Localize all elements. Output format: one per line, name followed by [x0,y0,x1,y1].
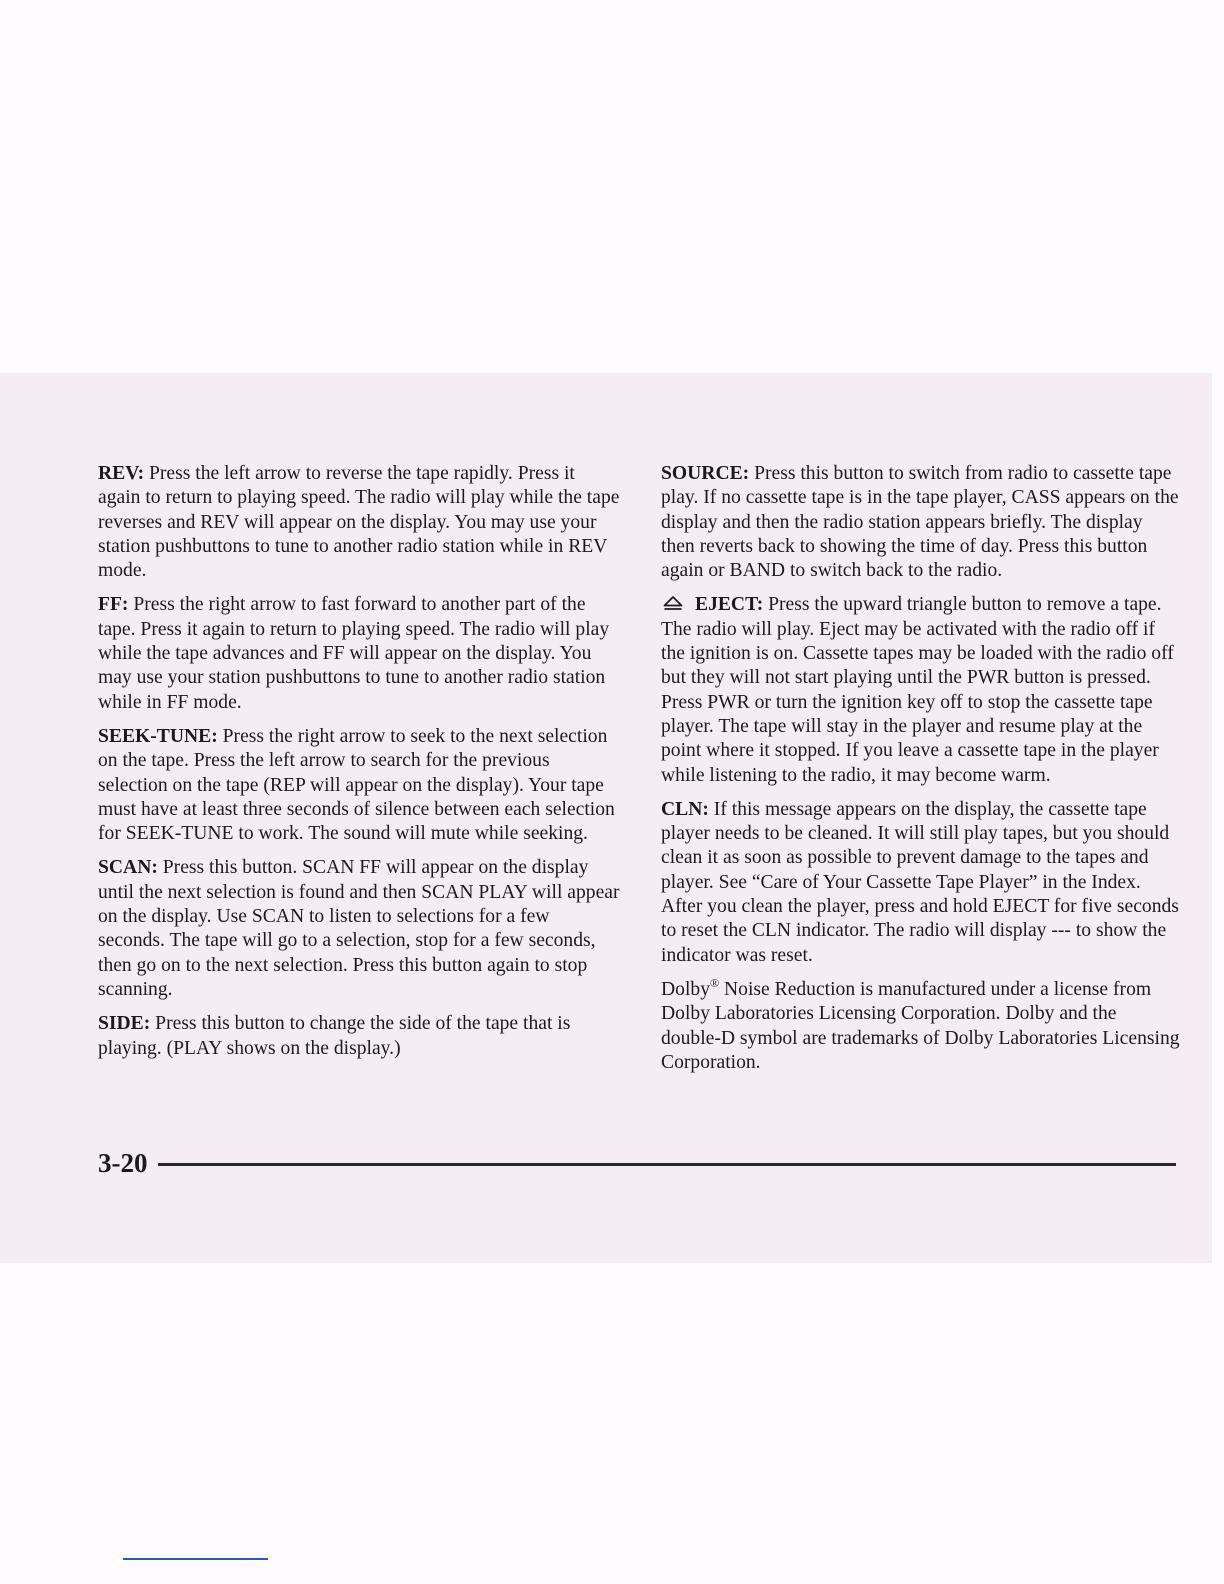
registered-mark: ® [709,975,720,990]
side-text: Press this button to change the side of the tape that is playing. (PLAY shows on the display.) [98,1013,571,1059]
cln-term: CLN: [661,798,709,820]
footnote-rule [123,1558,268,1560]
seek-tune-term: SEEK-TUNE: [98,725,218,747]
scan-paragraph [98,856,620,1002]
dolby-text: Noise Reduction is manufactured under a license from Dolby Laboratories Licensing Corporation. Dolby and the double-D symbol are trademarks of Dolby Laboratories Licensing Corporation. [661,978,1180,1073]
rev-text: Press the left arrow to reverse the tape rapidly. Press it again to return to playing speed. The radio will play while the tape reverses and REV will appear on the display. You may use your station pushbuttons to tune to another radio station while in REV mode. [98,463,620,582]
eject-icon [663,596,683,611]
page-number: 3-20 [98,1148,148,1178]
dolby-paragraph [661,975,1181,1075]
eject-text: Press the upward triangle button to remove a tape. The radio will play. Eject may be activated with the radio off if the ignition is on. Cassette tapes may be loaded with the radio off but they will not start playing until the PWR button is pressed. Press PWR or turn the ignition key off to stop the cassette tape player. The tape will stay in the player and resume play at the point where it stopped. If you leave a cassette tape in the player while listening to the radio, it may become warm. [661,594,1174,786]
source-text: Press this button to switch from radio to cassette tape play. If no cassette tape is in the tape player, CASS appears on the display and then the radio station appears briefly. The display then reverts back to showing the time of day. Press this button again or BAND to switch back to the radio. [661,463,1179,582]
ff-term: FF: [98,594,129,616]
scan-term: SCAN: [98,857,158,879]
source-paragraph [661,462,1181,583]
seek-tune-text: Press the right arrow to seek to the next selection on the tape. Press the left arrow to search for the previous selection on the tape (REP will appear on the display). Your tape must have at least three seconds of silence between each selection for SEEK-TUNE to work. The sound will mute while seeking. [98,725,615,845]
cln-paragraph [661,798,1181,968]
footer-rule [158,1163,1176,1166]
cln-text: If this message appears on the display, the cassette tape player needs to be cleaned. It will still play tapes, but you should clean it as soon as possible to prevent damage to the tapes and player. See “Care of Your Cassette Tape Player” in the Index. After you clean the player, press and hold EJECT for five seconds to reset the CLN indicator. The radio will display --- to show the indicator was reset. [661,798,1179,966]
rev-term: REV: [98,463,145,484]
dolby-word: Dolby [661,978,710,1000]
rev-paragraph [98,462,620,583]
side-term: SIDE: [98,1013,151,1035]
right-column [661,462,1181,1085]
ff-text: Press the right arrow to fast forward to another part of the tape. Press it again to return to playing speed. The radio will play while the tape advances and FF will appear on the display. You may use your station pushbuttons to tune to another radio station while in FF mode. [98,594,610,713]
ff-paragraph [98,593,620,714]
seek-tune-paragraph [98,725,620,846]
left-column [98,462,620,1071]
source-term: SOURCE: [661,463,750,484]
eject-paragraph [661,593,1181,787]
scan-text: Press this button. SCAN FF will appear on the display until the next selection is found and then SCAN PLAY will appear on the display. Use SCAN to listen to selections for a few seconds. The tape will go to a selection, stop for a few seconds, then go on to the next selection. Press this button again to stop scanning. [98,857,620,1000]
side-paragraph [98,1012,620,1061]
eject-term: EJECT: [695,594,764,616]
